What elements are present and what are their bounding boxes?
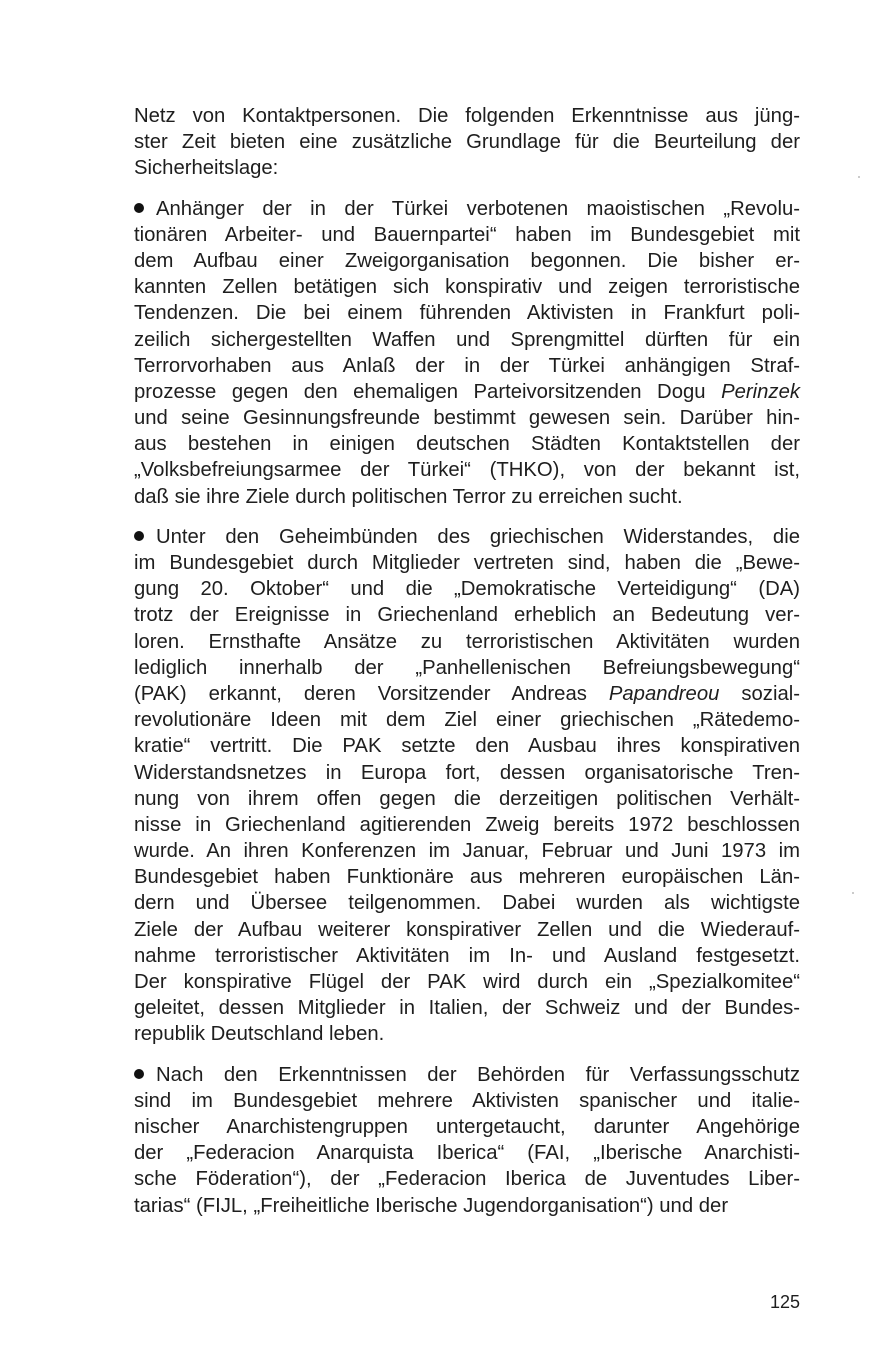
text-line [134,995,800,1021]
line-text: dern und Übersee teilgenommen. Dabei wurden als wichtigste [134,892,800,915]
paragraph-gap [134,1048,800,1062]
line-text: Tendenzen. Die bei einem führenden Aktivisten in Frankfurt poli- [134,302,800,325]
text-line [134,602,800,628]
line-text: wurde. An ihren Konferenzen im Januar, Februar und Juni 1973 im [134,840,800,863]
body-text [134,103,800,1219]
line-text: revolutionäre Ideen mit dem Ziel einer griechischen „Rätedemo- [134,709,800,732]
paragraph-gap [134,510,800,524]
line-text: (PAK) erkannt, deren Vorsitzender Andreas Papandreou sozial- [134,682,800,705]
bullet-paragraph [134,1062,800,1219]
line-text: gung 20. Oktober“ und die „Demokratische Verteidigung“ (DA) [134,578,800,601]
line-text: Widerstandsnetzes in Europa fort, dessen organisatorische Tren- [134,761,800,784]
text-line [134,524,800,550]
line-text: geleitet, dessen Mitglieder in Italien, der Schweiz und der Bundes- [134,997,800,1020]
text-line [134,457,800,483]
bullet-icon [134,531,144,541]
line-text: ster Zeit bieten eine zusätzliche Grundlage für die Beurteilung der [134,131,800,154]
bullet-icon [134,203,144,213]
line-text: lediglich innerhalb der „Panhellenischen Befreiungsbewegung“ [134,656,800,679]
line-text: Nach den Erkenntnissen der Behörden für Verfassungsschutz [156,1063,800,1086]
text-line [134,733,800,759]
line-text: Ziele der Aufbau weiterer konspirativer Zellen und die Wiederauf- [134,918,800,941]
text-line [134,405,800,431]
line-text: „Volksbefreiungsarmee der Türkei“ (THKO), von der bekannt ist, [134,459,800,482]
text-line [134,890,800,916]
text-line [134,1140,800,1166]
line-text: Sicherheitslage: [134,157,279,180]
line-text: Terrorvorhaben aus Anlaß der in der Türkei anhängigen Straf- [134,354,800,377]
text-line [134,917,800,943]
line-text: nahme terroristischer Aktivitäten im In- und Ausland festgesetzt. [134,944,800,967]
text-line [134,707,800,733]
line-text: nung von ihrem offen gegen die derzeitigen politischen Verhält- [134,787,800,810]
text-line [134,274,800,300]
line-text: republik Deutschland leben. [134,1023,385,1046]
text-line [134,969,800,995]
text-line [134,103,800,129]
text-line [134,629,800,655]
bullet-icon [134,1069,144,1079]
line-text: daß sie ihre Ziele durch politischen Terror zu erreichen sucht. [134,485,683,508]
paragraph [134,103,800,182]
italic-name: Papandreou [608,682,720,705]
line-text: der „Federacion Anarquista Iberica“ (FAI, „Iberische Anarchisti- [134,1142,800,1165]
line-text: tarias“ (FIJL, „Freiheitliche Iberische Jugendorganisation“) und der [134,1194,729,1217]
line-text: dem Aufbau einer Zweigorganisation begonnen. Die bisher er- [134,249,800,272]
line-text: Anhänger der in der Türkei verbotenen maoistischen „Revolu- [156,197,800,220]
text-line [134,379,800,405]
text-line [134,812,800,838]
text-line [134,1193,800,1219]
scan-speck [858,176,860,178]
text-line [134,222,800,248]
line-text: kratie“ vertritt. Die PAK setzte den Ausbau ihres konspirativen [134,735,800,758]
scan-speck [852,892,854,894]
line-text: tionären Arbeiter- und Bauernpartei“ haben im Bundesgebiet mit [134,223,800,246]
line-text: sche Föderation“), der „Federacion Iberica de Juventudes Liber- [134,1168,800,1191]
text-line [134,1062,800,1088]
page-number: 125 [769,1292,800,1312]
line-text: Netz von Kontaktpersonen. Die folgenden Erkenntnisse aus jüng- [134,105,800,127]
bullet-paragraph [134,524,800,1048]
text-line [134,129,800,155]
text-line [134,1166,800,1192]
line-text: zeilich sichergestellten Waffen und Sprengmittel dürften für ein [134,328,800,351]
text-line [134,196,800,222]
line-text: Unter den Geheimbünden des griechischen Widerstandes, die [156,525,800,548]
text-line [134,1021,800,1047]
text-line [134,760,800,786]
paragraph-gap [134,182,800,196]
bullet-paragraph [134,196,800,510]
text-line [134,1088,800,1114]
text-line [134,327,800,353]
text-line [134,864,800,890]
text-line [134,655,800,681]
line-text: nisse in Griechenland agitierenden Zweig bereits 1972 beschlossen [134,813,800,836]
line-text: trotz der Ereignisse in Griechenland erheblich an Bedeutung ver- [134,604,800,627]
text-line [134,681,800,707]
italic-name: Perinzek [721,380,800,403]
text-line [134,550,800,576]
text-line [134,155,800,181]
line-text: kannten Zellen betätigen sich konspirativ und zeigen terroristische [134,276,800,299]
text-line [134,1114,800,1140]
text-line [134,943,800,969]
text-line [134,576,800,602]
text-line [134,484,800,510]
line-text: nischer Anarchistengruppen untergetaucht, darunter Angehörige [134,1115,800,1138]
line-text: Bundesgebiet haben Funktionäre aus mehreren europäischen Län- [134,866,800,889]
line-text: und seine Gesinnungsfreunde bestimmt gewesen sein. Darüber hin- [134,407,800,430]
line-text: im Bundesgebiet durch Mitglieder vertreten sind, haben die „Bewe- [134,552,800,574]
line-text: prozesse gegen den ehemaligen Parteivorsitzenden Dogu Perinzek [134,380,800,403]
line-text: sind im Bundesgebiet mehrere Aktivisten spanischer und italie- [134,1089,800,1112]
text-line [134,786,800,812]
text-line [134,838,800,864]
line-text: loren. Ernsthafte Ansätze zu terroristischen Aktivitäten wurden [134,630,800,653]
text-line [134,300,800,326]
text-line [134,431,800,457]
line-text: Der konspirative Flügel der PAK wird durch ein „Spezialkomitee“ [134,971,800,993]
text-line [134,353,800,379]
text-line [134,248,800,274]
line-text: aus bestehen in einigen deutschen Städten Kontaktstellen der [134,433,800,456]
